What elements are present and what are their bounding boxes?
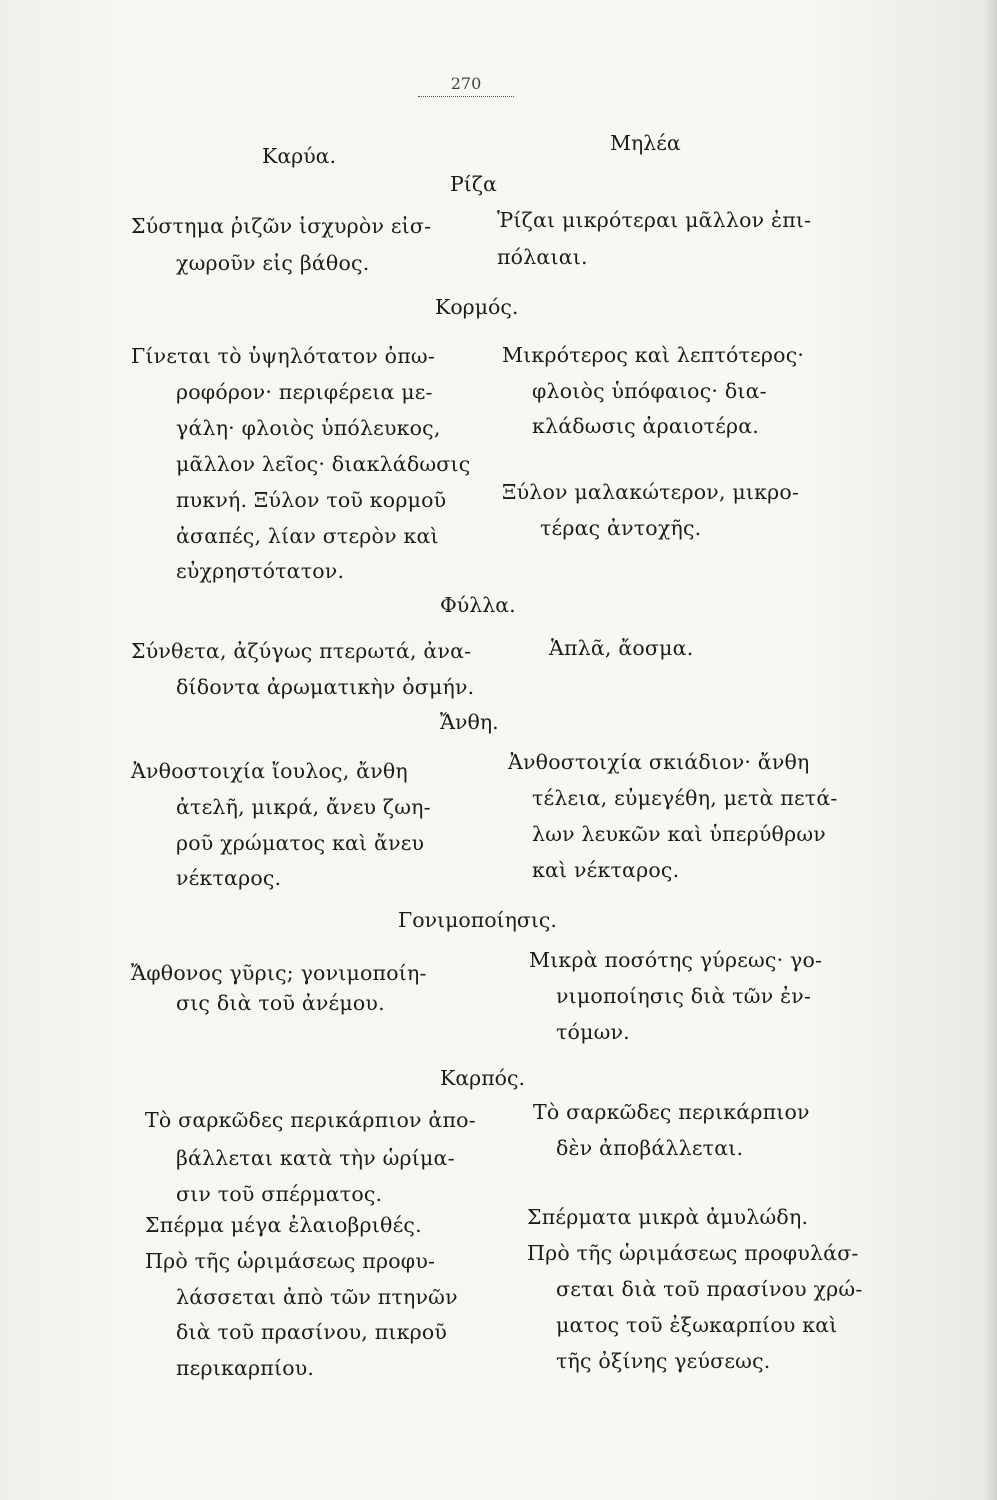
- heading-trunk: Κορμός.: [435, 295, 519, 319]
- page-gutter-shadow: [983, 0, 997, 1500]
- title-apple: Μηλέα: [610, 131, 681, 155]
- left-line: σιν τοῦ σπέρματος.: [176, 1182, 383, 1206]
- right-line: Σπέρματα μικρὰ ἀμυλώδη.: [527, 1205, 809, 1229]
- left-line: Σπέρμα μέγα ἐλαιοβριθές.: [145, 1213, 422, 1237]
- page-number-rule: [418, 96, 514, 97]
- right-line: λων λευκῶν καὶ ὑπερύθρων: [532, 822, 826, 846]
- left-line: δίδοντα ἀρωματικὴν ὀσμήν.: [176, 675, 475, 699]
- right-line: τόμων.: [556, 1020, 630, 1044]
- right-line: τέλεια, εὐμεγέθη, μετὰ πετά-: [532, 786, 838, 810]
- right-line: Μικρότερος καὶ λεπτότερος·: [502, 343, 805, 367]
- right-line: τῆς ὀξίνης γεύσεως.: [556, 1349, 771, 1373]
- left-line: Ἀνθοστοιχία ἴουλος, ἄνθη: [131, 759, 408, 783]
- right-line: σεται διὰ τοῦ πρασίνου χρώ-: [556, 1277, 863, 1301]
- left-line: νέκταρος.: [176, 866, 282, 890]
- right-line: νιμοποίησις διὰ τῶν ἐν-: [556, 984, 812, 1008]
- left-line: περικαρπίου.: [176, 1356, 315, 1380]
- left-line: βάλλεται κατὰ τὴν ὡρίμα-: [176, 1146, 455, 1170]
- left-line: γάλη· φλοιὸς ὑπόλευκος,: [176, 416, 441, 440]
- left-line: χωροῦν εἰς βάθος.: [176, 251, 370, 275]
- left-line: Ἄφθονος γῦρις; γονιμοποίη-: [131, 961, 427, 985]
- right-line: Ῥίζαι μικρότεραι μᾶλλον ἐπι-: [497, 208, 812, 232]
- right-line: δὲν ἀποβάλλεται.: [556, 1136, 744, 1160]
- right-line: καὶ νέκταρος.: [532, 858, 680, 882]
- right-line: Πρὸ τῆς ὡριμάσεως προφυλάσ-: [527, 1241, 859, 1265]
- left-line: εὐχρηστότατον.: [176, 559, 345, 583]
- right-line: Ἀνθοστοιχία σκιάδιον· ἄνθη: [508, 750, 810, 774]
- left-line: σις διὰ τοῦ ἀνέμου.: [176, 991, 385, 1015]
- title-walnut: Καρύα.: [262, 144, 337, 168]
- left-line: Σύνθετα, ἀζύγως πτερωτά, ἀνα-: [131, 639, 472, 663]
- left-line: μᾶλλον λεῖος· διακλάδωσις: [176, 452, 471, 476]
- right-line: Ξύλον μαλακώτερον, μικρο-: [502, 480, 800, 504]
- heading-leaves: Φύλλα.: [440, 593, 516, 617]
- right-line: ματος τοῦ ἐξωκαρπίου καὶ: [556, 1313, 838, 1337]
- page-number: 270: [450, 74, 482, 93]
- heading-pollination: Γονιμοποίησις.: [398, 908, 557, 932]
- heading-root: Ρίζα: [450, 172, 497, 196]
- right-line: Τὸ σαρκῶδες περικάρπιον: [533, 1100, 810, 1124]
- left-line: Γίνεται τὸ ὑψηλότατον ὀπω-: [131, 344, 435, 368]
- right-line: Μικρὰ ποσότης γύρεως· γο-: [529, 948, 823, 972]
- left-line: ροῦ χρώματος καὶ ἄνευ: [176, 831, 425, 855]
- left-line: ροφόρον· περιφέρεια με-: [176, 380, 433, 404]
- right-line: κλάδωσις ἀραιοτέρα.: [532, 414, 760, 438]
- right-line: τέρας ἀντοχῆς.: [540, 516, 702, 540]
- left-line: διὰ τοῦ πρασίνου, πικροῦ: [176, 1320, 448, 1344]
- heading-flowers: Ἄνθη.: [440, 710, 499, 734]
- left-line: ἀτελῆ, μικρά, ἄνευ ζωη-: [176, 795, 431, 819]
- left-line: ἀσαπές, λίαν στερὸν καὶ: [176, 524, 439, 548]
- heading-fruit: Καρπός.: [440, 1066, 526, 1090]
- right-line: φλοιὸς ὑπόφαιος· δια-: [532, 379, 767, 403]
- right-line: Ἁπλᾶ, ἄοσμα.: [549, 636, 694, 660]
- left-line: Σύστημα ῥιζῶν ἰσχυρὸν εἰσ-: [131, 214, 432, 238]
- left-line: λάσσεται ἀπὸ τῶν πτηνῶν: [176, 1285, 458, 1309]
- left-line: Τὸ σαρκῶδες περικάρπιον ἀπο-: [145, 1108, 476, 1132]
- left-line: πυκνή. Ξύλον τοῦ κορμοῦ: [176, 488, 447, 512]
- left-line: Πρὸ τῆς ὡριμάσεως προφυ-: [145, 1249, 436, 1273]
- right-line: πόλαιαι.: [497, 245, 588, 269]
